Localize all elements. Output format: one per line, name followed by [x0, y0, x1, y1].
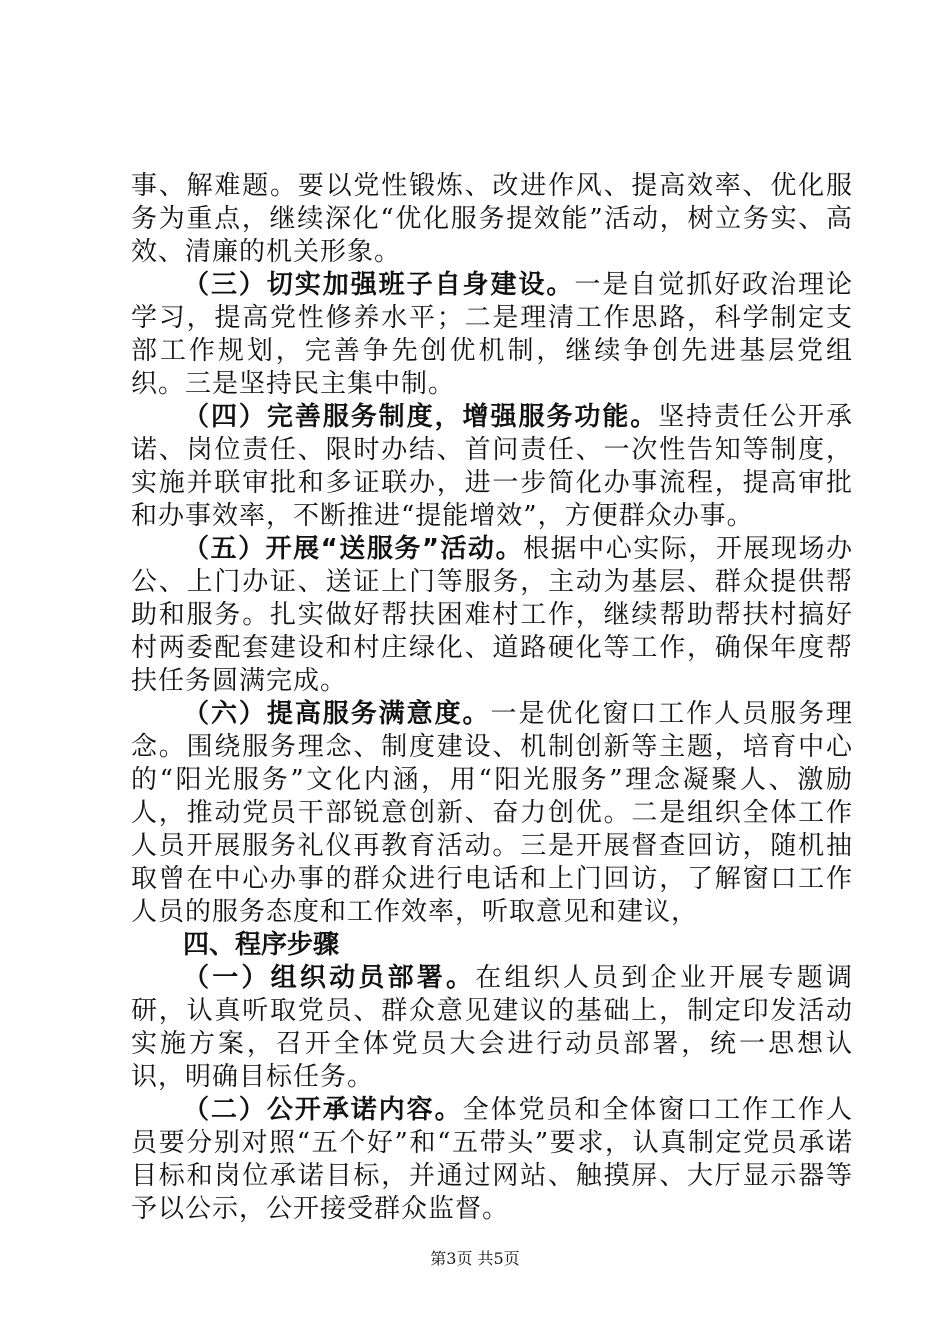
paragraph-text: 一是自觉抓好政治理论学习，提高党性修养水平；二是理清工作思路，科学制定支部工作规划，完善争先创优机制，继续争创先进基层党组织。三是坚持民主集中制。	[131, 270, 853, 399]
paragraph-text: 事、解难题。要以党性锻炼、改进作风、提高效率、优化服务为重点，继续深化“优化服务提效能”活动，树立务实、高效、清廉的机关形象。	[131, 171, 853, 267]
paragraph-service-system	[131, 401, 853, 533]
paragraph-text: 在组织人员到企业开展专题调研，认真听取党员、群众意见建议的基础上，制定印发活动实施方案，召开全体党员大会进行动员部署，统一思想认识，明确目标任务。	[131, 963, 853, 1092]
page-number: 第3页 共5页	[430, 1249, 520, 1268]
paragraph-heading: （二）公开承诺内容。	[183, 1095, 463, 1125]
paragraph-team-building	[131, 269, 853, 401]
paragraph-heading: （六）提高服务满意度。	[183, 699, 491, 729]
paragraph-heading: （三）切实加强班子自身建设。	[183, 270, 575, 300]
paragraph-heading: （一）组织动员部署。	[183, 963, 476, 993]
paragraph-heading: （五）开展“送服务”活动。	[183, 534, 524, 564]
page-footer	[0, 1246, 950, 1269]
paragraph-continuation	[131, 170, 853, 269]
paragraph-text: 坚持责任公开承诺、岗位责任、限时办结、首问责任、一次性告知等制度，实施并联审批和多证联办，进一步简化办事流程，提高审批和办事效率，不断推进“提能增效”，方便群众办事。	[131, 402, 853, 531]
paragraph-satisfaction	[131, 698, 853, 929]
paragraph-send-service	[131, 533, 853, 698]
paragraph-text: 全体党员和全体窗口工作工作人员要分别对照“五个好”和“五带头”要求，认真制定党员承诺目标和岗位承诺目标，并通过网站、触摸屏、大厅显示器等予以公示，公开接受群众监督。	[131, 1095, 853, 1224]
section-heading: 四、程序步骤	[183, 930, 340, 960]
paragraph-heading: （四）完善服务制度，增强服务功能。	[183, 402, 659, 432]
document-body	[131, 170, 853, 1226]
paragraph-public-commitment	[131, 1094, 853, 1226]
paragraph-text: 根据中心实际，开展现场办公、上门办证、送证上门等服务，主动为基层、群众提供帮助和服务。扎实做好帮扶困难村工作，继续帮助帮扶村搞好村两委配套建设和村庄绿化、道路硬化等工作，确保年度帮扶任务圆满完成。	[131, 534, 853, 696]
paragraph-mobilization	[131, 962, 853, 1094]
paragraph-text: 一是优化窗口工作人员服务理念。围绕服务理念、制度建设、机制创新等主题，培育中心的“阳光服务”文化内涵，用“阳光服务”理念凝聚人、激励人，推动党员干部锐意创新、奋力创优。二是组织全体工作人员开展服务礼仪再教育活动。三是开展督查回访，随机抽取曾在中心办事的群众进行电话和上门回访，了解窗口工作人员的服务态度和工作效率，听取意见和建议，	[131, 699, 853, 927]
